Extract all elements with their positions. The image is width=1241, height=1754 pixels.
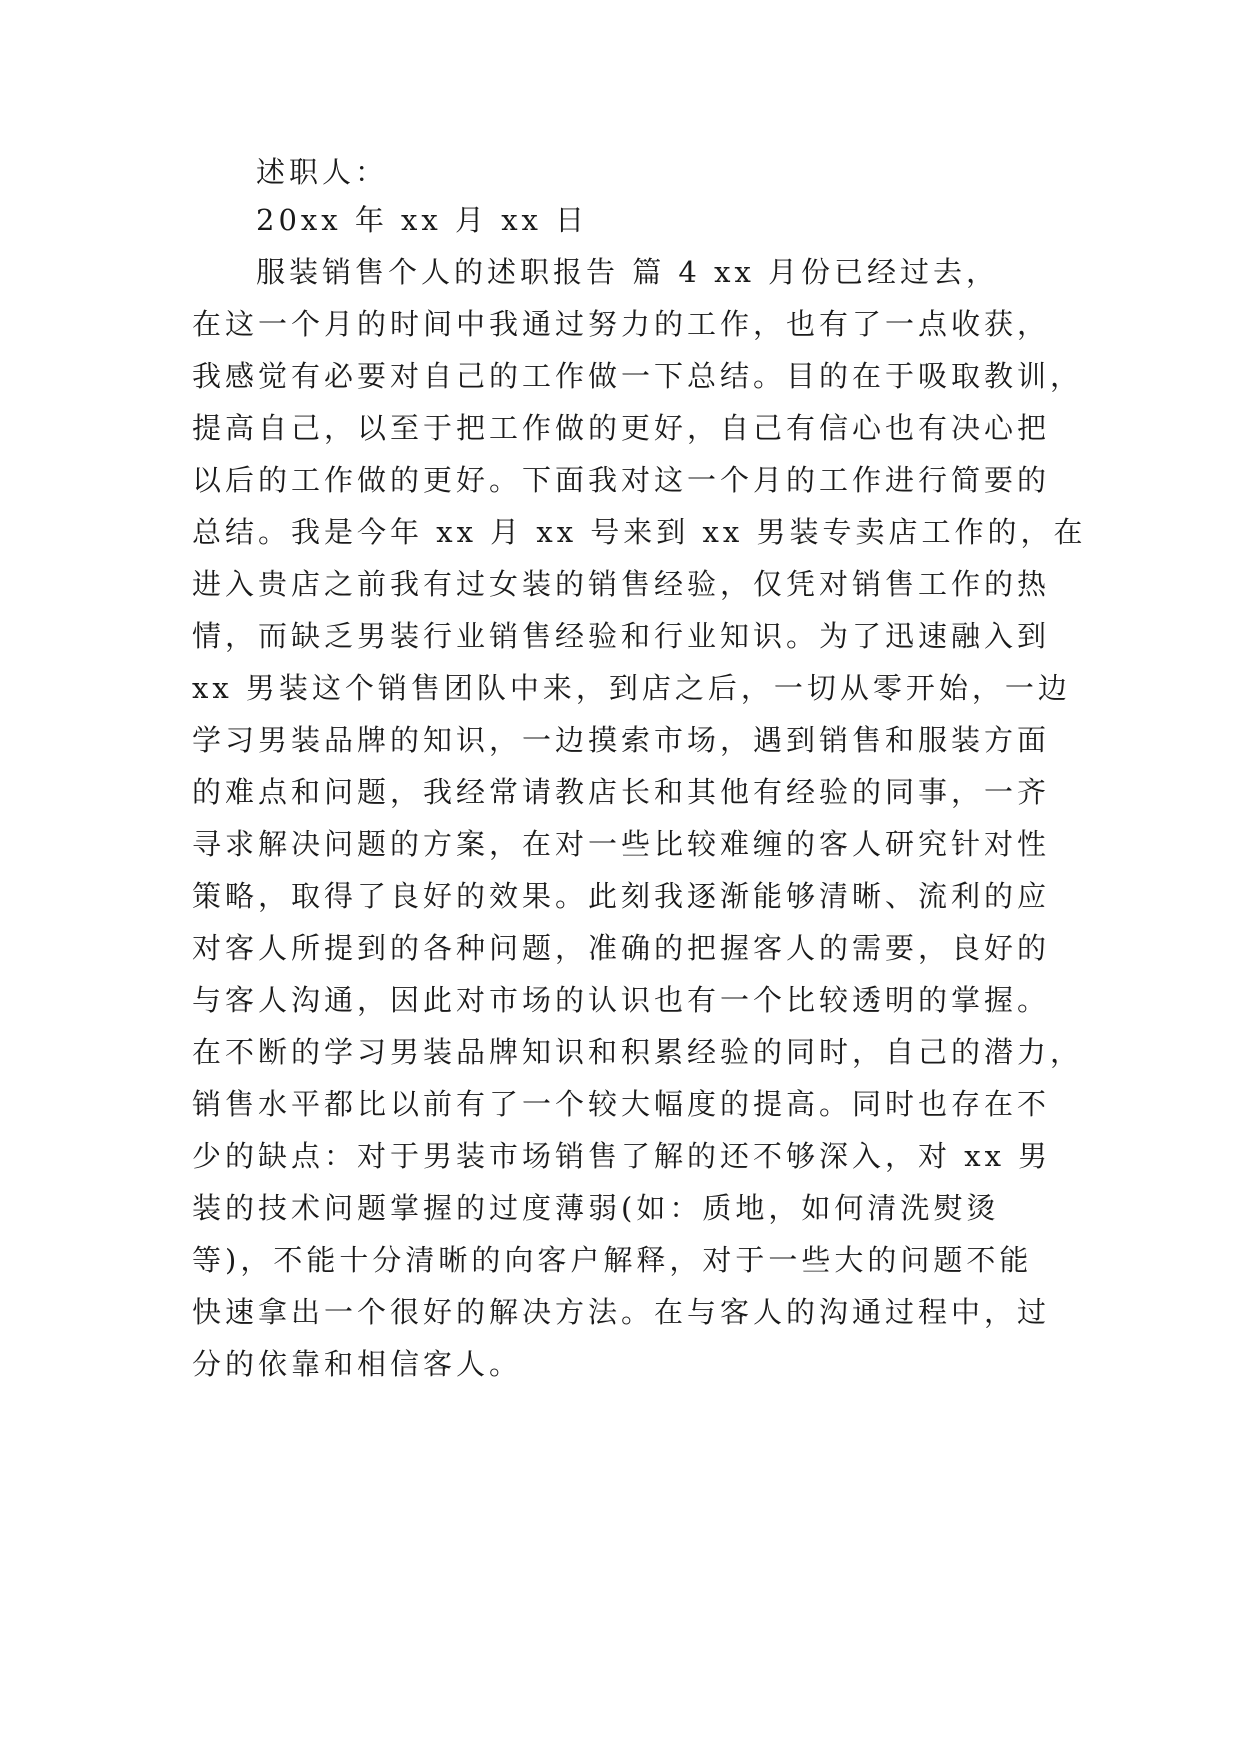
- body-line: 策略，取得了良好的效果。此刻我逐渐能够清晰、流利的应: [192, 879, 1051, 913]
- body-line: 分的依靠和相信客人。: [192, 1347, 523, 1381]
- body-line: 我感觉有必要对自己的工作做一下总结。目的在于吸取教训，: [192, 359, 1084, 393]
- body-line: xx 男装这个销售团队中来，到店之后，一切从零开始，一边: [192, 671, 1071, 705]
- body-line: 学习男装品牌的知识，一边摸索市场，遇到销售和服装方面: [192, 723, 1051, 757]
- body-line: 总结。我是今年 xx 月 xx 号来到 xx 男装专卖店工作的，在: [192, 515, 1087, 549]
- body-line: 与客人沟通，因此对市场的认识也有一个比较透明的掌握。: [192, 983, 1051, 1017]
- body-line: 少的缺点：对于男装市场销售了解的还不够深入，对 xx 男: [192, 1139, 1052, 1173]
- body-line: 以后的工作做的更好。下面我对这一个月的工作进行简要的: [192, 463, 1051, 497]
- body-line: 对客人所提到的各种问题，准确的把握客人的需要，良好的: [192, 931, 1051, 965]
- body-line: 寻求解决问题的方案，在对一些比较难缠的客人研究针对性: [192, 827, 1051, 861]
- body-line: 提高自己，以至于把工作做的更好，自己有信心也有决心把: [192, 411, 1051, 445]
- body-line: 装的技术问题掌握的过度薄弱(如：质地，如何清洗熨烫: [192, 1191, 1000, 1225]
- report-date: 20xx 年 xx 月 xx 日: [256, 203, 589, 237]
- body-line: 销售水平都比以前有了一个较大幅度的提高。同时也存在不: [192, 1087, 1051, 1121]
- signer-label: 述职人：: [256, 155, 389, 189]
- body-line: 进入贵店之前我有过女装的销售经验，仅凭对销售工作的热: [192, 567, 1051, 601]
- body-line: 等)，不能十分清晰的向客户解释，对于一些大的问题不能: [192, 1243, 1033, 1277]
- body-line: 在不断的学习男装品牌知识和积累经验的同时，自己的潜力，: [192, 1035, 1084, 1069]
- body-line: 情，而缺乏男装行业销售经验和行业知识。为了迅速融入到: [192, 619, 1051, 653]
- body-line: 在这一个月的时间中我通过努力的工作，也有了一点收获，: [192, 307, 1051, 341]
- body-line: 服装销售个人的述职报告 篇 4 xx 月份已经过去，: [256, 255, 1000, 289]
- body-line: 快速拿出一个很好的解决方法。在与客人的沟通过程中，过: [192, 1295, 1051, 1329]
- body-line: 的难点和问题，我经常请教店长和其他有经验的同事，一齐: [192, 775, 1051, 809]
